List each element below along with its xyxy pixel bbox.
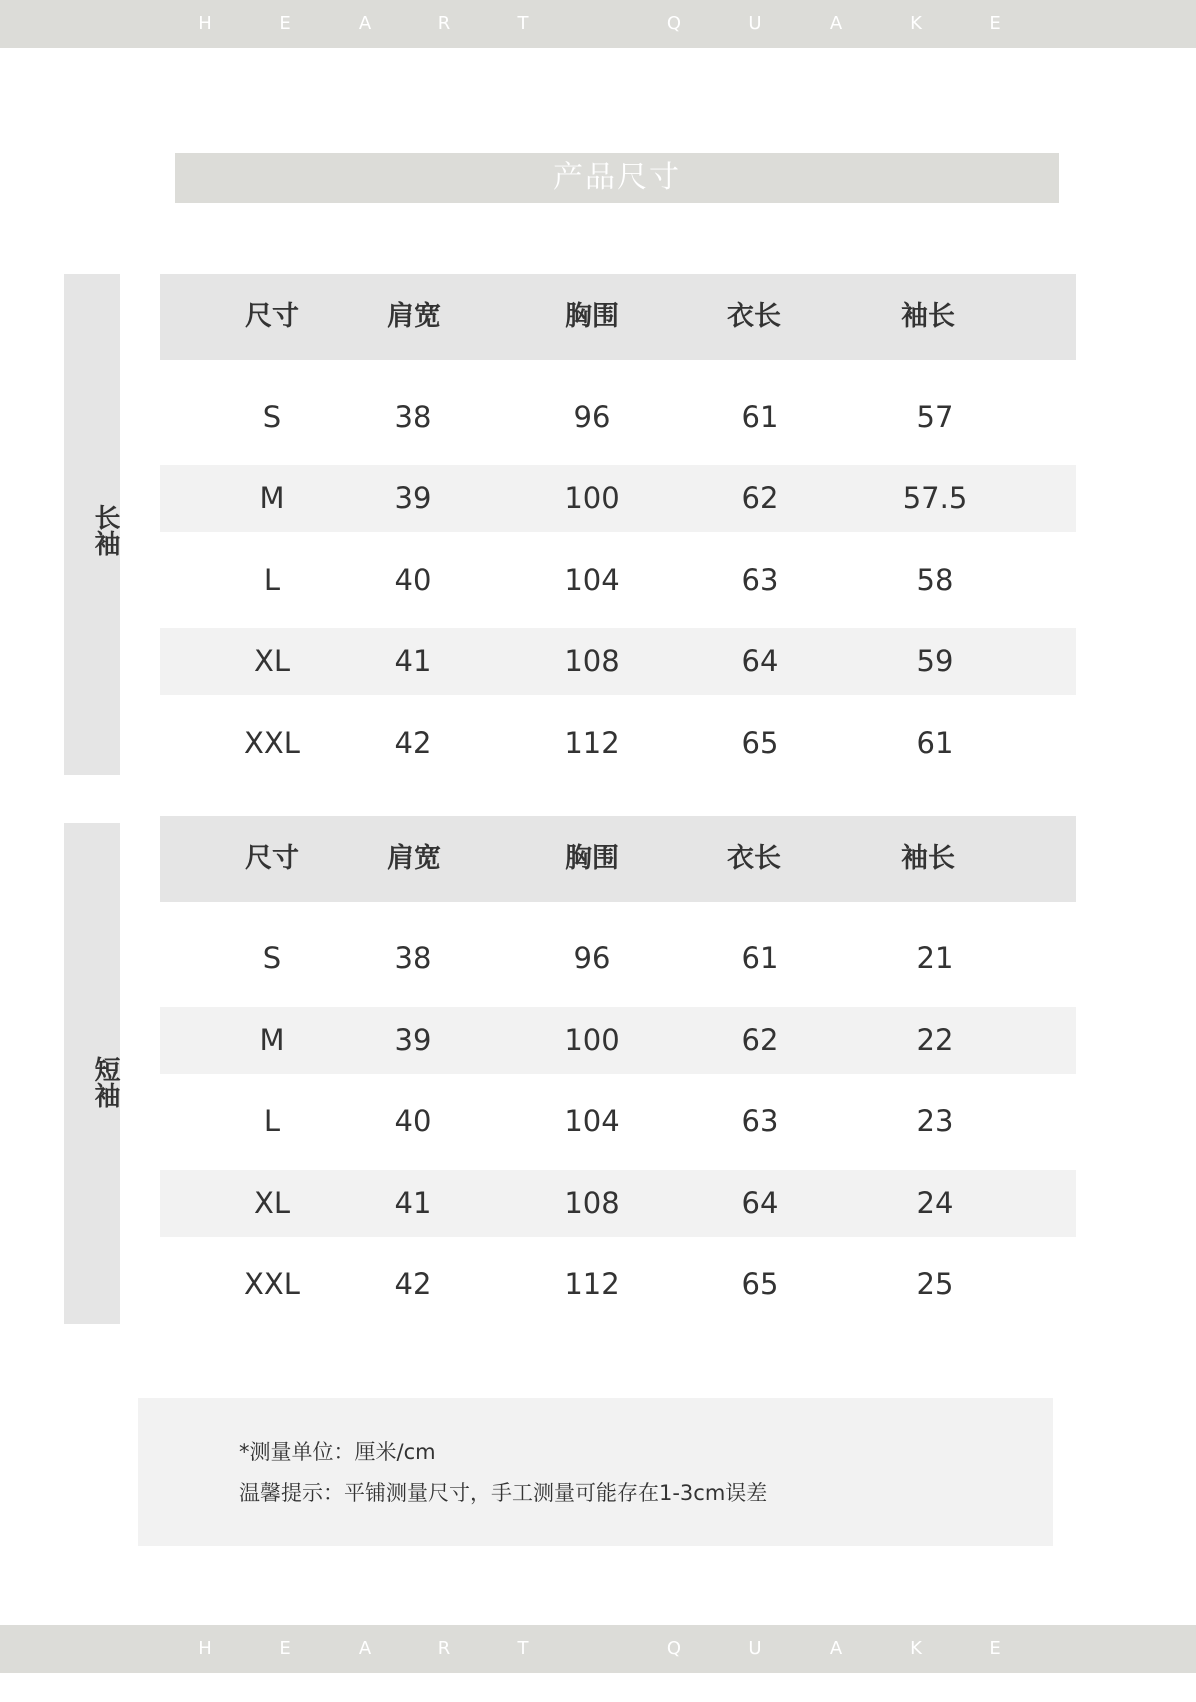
notes-box [138, 1398, 1053, 1546]
table-cell: 57 [916, 400, 954, 434]
brand-letter: U [748, 1638, 762, 1659]
table-cell: 39 [394, 481, 432, 515]
brand-letter: H [198, 1638, 212, 1659]
table-header [160, 274, 1076, 360]
column-header: 肩宽 [387, 843, 441, 874]
table-cell: 61 [916, 726, 954, 760]
long-sleeve-label-text: 长袖 [90, 504, 120, 556]
brand-letter: R [437, 1638, 451, 1659]
table-cell: 57.5 [902, 481, 968, 515]
table-cell: 64 [741, 644, 779, 678]
brand-letter: A [358, 13, 372, 34]
table-cell: M [259, 1023, 285, 1057]
brand-letter: A [358, 1638, 372, 1659]
table-cell: S [262, 941, 282, 975]
table-cell: 42 [394, 1267, 432, 1301]
table-cell: 42 [394, 726, 432, 760]
table-cell: 65 [741, 1267, 779, 1301]
table-row [160, 1170, 1076, 1237]
table-row [160, 1088, 1076, 1155]
table-cell: 22 [916, 1023, 954, 1057]
table-cell: 64 [741, 1186, 779, 1220]
short-sleeve-label-text: 短袖 [90, 1056, 120, 1108]
column-header: 胸围 [565, 301, 619, 332]
measurement-tip: 温馨提示：平铺测量尺寸，手工测量可能存在1-3cm误差 [239, 1481, 768, 1505]
brand-letter: K [910, 1638, 922, 1659]
table-cell: 61 [741, 400, 779, 434]
table-cell: 39 [394, 1023, 432, 1057]
table-cell: 96 [573, 941, 611, 975]
top-brand-band [0, 0, 1196, 48]
table-row [160, 465, 1076, 532]
table-cell: S [262, 400, 282, 434]
table-cell: XXL [244, 1267, 300, 1301]
table-row [160, 1251, 1076, 1318]
column-header: 尺寸 [245, 301, 299, 332]
table-cell: 58 [916, 563, 954, 597]
column-header: 衣长 [727, 843, 781, 874]
table-cell: 62 [741, 481, 779, 515]
brand-letter: R [437, 13, 451, 34]
brand-letter: K [910, 13, 922, 34]
brand-letter: U [748, 13, 762, 34]
column-header: 胸围 [565, 843, 619, 874]
column-header: 袖长 [901, 301, 955, 332]
brand-letter: E [279, 13, 291, 34]
table-cell: 24 [916, 1186, 954, 1220]
bottom-brand-band [0, 1625, 1196, 1673]
table-cell: 63 [741, 563, 779, 597]
table-cell: 41 [394, 1186, 432, 1220]
table-cell: 25 [916, 1267, 954, 1301]
brand-letter: A [829, 13, 843, 34]
table-cell: 59 [916, 644, 954, 678]
brand-letter: E [989, 13, 1001, 34]
table-cell: 21 [916, 941, 954, 975]
table-cell: XL [253, 644, 291, 678]
brand-letter: T [517, 13, 529, 34]
table-row [160, 1007, 1076, 1074]
table-cell: 38 [394, 400, 432, 434]
table-cell: 112 [564, 1267, 620, 1301]
table-cell: 96 [573, 400, 611, 434]
unit-note: *测量单位：厘米/cm [239, 1440, 436, 1464]
table-cell: 40 [394, 1104, 432, 1138]
table-cell: XXL [244, 726, 300, 760]
brand-letter: A [829, 1638, 843, 1659]
brand-letter: E [989, 1638, 1001, 1659]
table-cell: 104 [564, 563, 620, 597]
brand-letter: H [198, 13, 212, 34]
table-row [160, 628, 1076, 695]
brand-letter: Q [666, 13, 682, 34]
table-cell: 63 [741, 1104, 779, 1138]
brand-letter: T [517, 1638, 529, 1659]
table-cell: 40 [394, 563, 432, 597]
table-cell: L [263, 1104, 281, 1138]
column-header: 袖长 [901, 843, 955, 874]
table-cell: 100 [564, 1023, 620, 1057]
table-cell: 38 [394, 941, 432, 975]
table-cell: 108 [564, 1186, 620, 1220]
long-sleeve-table [160, 274, 1076, 775]
table-cell: 62 [741, 1023, 779, 1057]
table-row [160, 710, 1076, 777]
table-cell: 104 [564, 1104, 620, 1138]
column-header: 肩宽 [387, 301, 441, 332]
table-row [160, 384, 1076, 451]
short-sleeve-table [160, 816, 1076, 1324]
table-cell: L [263, 563, 281, 597]
table-cell: 61 [741, 941, 779, 975]
table-cell: 65 [741, 726, 779, 760]
brand-letter: Q [666, 1638, 682, 1659]
column-header: 衣长 [727, 301, 781, 332]
table-cell: 100 [564, 481, 620, 515]
page-title: 产品尺寸 [175, 153, 1059, 203]
table-cell: 41 [394, 644, 432, 678]
brand-letter: E [279, 1638, 291, 1659]
table-cell: 112 [564, 726, 620, 760]
table-cell: M [259, 481, 285, 515]
table-header [160, 816, 1076, 902]
table-cell: 23 [916, 1104, 954, 1138]
column-header: 尺寸 [245, 843, 299, 874]
table-row [160, 547, 1076, 614]
table-cell: XL [253, 1186, 291, 1220]
table-cell: 108 [564, 644, 620, 678]
table-row [160, 925, 1076, 992]
